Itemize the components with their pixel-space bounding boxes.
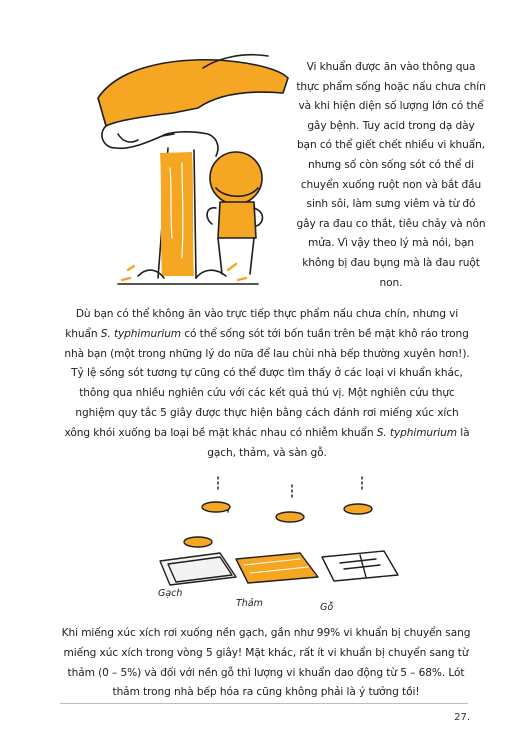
pouring-illustration — [78, 38, 298, 288]
sausage-drop-drawing — [140, 465, 405, 595]
label-wood: Gỗ — [320, 602, 334, 613]
bacteria-name: S. typhimurium — [376, 426, 457, 439]
label-carpet: Thảm — [236, 598, 263, 609]
page-number: 27. — [454, 712, 470, 723]
footer-divider — [60, 703, 468, 704]
main-paragraph-part-1: Dù bạn có thể không ăn vào trực tiếp thực phẩm nấu chưa chín, nhưng vi khuẩn — [65, 308, 459, 340]
main-paragraph-part-2: có thể sống sót tới bốn tuần trên bề mặt khô ráo trong nhà bạn (một trong những lý do nữa để lau chùi nhà bếp thường xuyên hơn!). Tỷ lệ sống sót tương tự cũng có thể được tìm thấy ở các loại vi khuẩn khác, thông qua nhiều nghiên cứu với các kết quả thú vị. Một nghiên cứu thực nghiệm quy tắc 5 giây được thực hiện bằng cách đánh rơi miếng xúc xích xông khói xuống ba loại bề mặt khác nhau có nhiễm khuẩn — [64, 327, 470, 439]
label-tile: Gạch — [158, 588, 183, 599]
intro-paragraph: Vi khuẩn được ăn vào thông qua thực phẩm sống hoặc nấu chưa chín và khi hiện diện số lượng lớn có thể gây bệnh. Tuy acid trong dạ dày bạn có thể giết chết nhiều vi khuẩn, nhưng số còn sống sót có thể di chuyển xuống ruột non và bắt đầu sinh sôi, làm sưng viêm và từ đó gây ra đau co thắt, tiêu chảy và nôn mửa. Vì vậy theo lý mà nói, bạn không bị đau bụng mà là đau ruột non. — [296, 61, 486, 289]
main-paragraph-part-3: là gạch, thảm, và sàn gỗ. — [207, 426, 470, 459]
surfaces-illustration — [140, 465, 405, 620]
main-paragraph — [62, 305, 472, 463]
result-paragraph: Khi miếng xúc xích rơi xuống nền gạch, gần như 99% vi khuẩn bị chuyển sang miếng xúc xích trong vòng 5 giây! Mặt khác, rất ít vi khuẩn bị chuyển sang từ thảm (0 – 5%) và đối với nền gỗ thì lượng vi khuẩn dao động từ 5 – 68%. Lót thảm trong nhà bếp hóa ra cũng không phải là ý tưởng tồi! — [61, 627, 471, 699]
bacteria-name: S. typhimurium — [100, 327, 182, 340]
